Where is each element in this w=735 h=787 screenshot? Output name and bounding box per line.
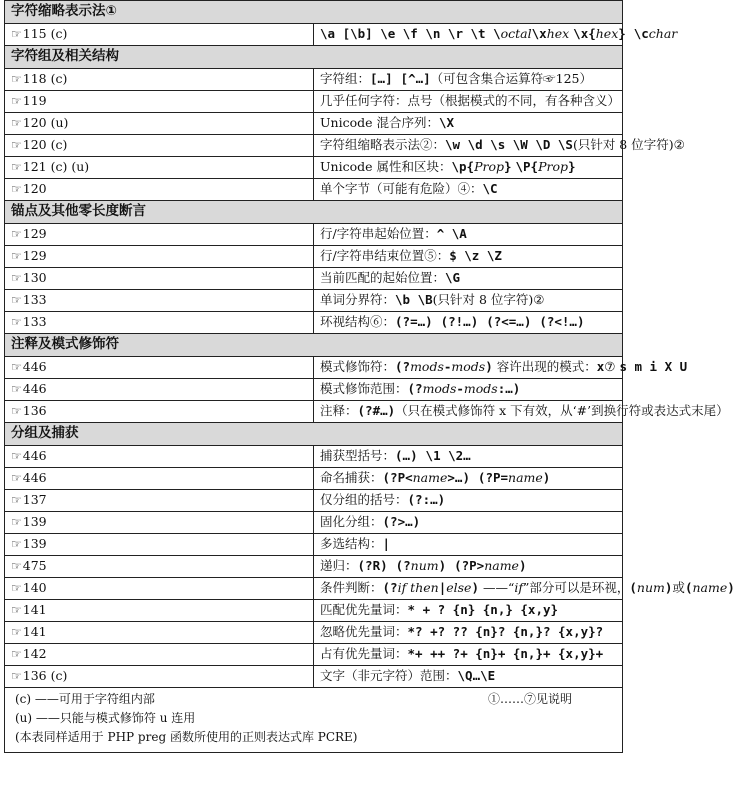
page-ref: 129 <box>22 226 47 242</box>
construct-description: 占有优先量词：*+ ++ ?+ {n}+ {n,}+ {x,y}+ <box>314 644 623 666</box>
pointing-hand-icon: ☞ <box>11 182 22 197</box>
pointing-hand-icon: ☞ <box>11 72 22 87</box>
table-row <box>5 600 623 622</box>
construct-description: 条件判断：(?if then|else) ——“if”部分可以是环视，(num)或(name) <box>314 578 623 600</box>
note-range: ①……⑦见说明 <box>487 692 572 706</box>
table-row <box>5 468 623 490</box>
construct-description: 递归：(?R) (?num) (?P>name) <box>314 556 623 578</box>
construct-description: 几乎任何字符：点号（根据模式的不同，有各种含义） <box>314 91 623 113</box>
page-ref: 446 <box>22 359 47 375</box>
table-row <box>5 135 623 157</box>
table-row <box>5 666 623 688</box>
page-ref-cell <box>5 113 314 135</box>
page-ref: 120 <box>22 181 47 197</box>
construct-description: 注释：(?#…)（只在模式修饰符 x 下有效，从‘#’到换行符或表达式末尾） <box>314 401 623 423</box>
table-row <box>5 512 623 534</box>
construct-description: 模式修饰范围：(?mods-mods:…) <box>314 379 623 401</box>
section-title: 锚点及其他零长度断言 <box>5 201 623 224</box>
page-ref-cell <box>5 157 314 179</box>
pointing-hand-icon: ☞ <box>11 493 22 508</box>
pointing-hand-icon: ☞ <box>11 537 22 552</box>
pointing-hand-icon: ☞ <box>11 138 22 153</box>
section-title: 字符组及相关结构 <box>5 46 623 69</box>
page-ref: 446 <box>22 381 47 397</box>
section-header <box>5 423 623 446</box>
page-ref: 115 (c) <box>22 26 68 42</box>
table-row <box>5 157 623 179</box>
table-row <box>5 246 623 268</box>
page-ref: 141 <box>22 602 47 618</box>
page-ref-cell <box>5 490 314 512</box>
table-row <box>5 312 623 334</box>
pointing-hand-icon: ☞ <box>11 360 22 375</box>
table-row <box>5 268 623 290</box>
construct-description: 行/字符串起始位置：^ \A <box>314 224 623 246</box>
page-ref-cell <box>5 135 314 157</box>
pointing-hand-icon: ☞ <box>11 559 22 574</box>
construct-description: 固化分组：(?>…) <box>314 512 623 534</box>
page-ref-cell <box>5 24 314 46</box>
page-ref-cell <box>5 534 314 556</box>
pointing-hand-icon: ☞ <box>11 160 22 175</box>
section-header <box>5 1 623 24</box>
page-ref: 120 (u) <box>22 115 69 131</box>
page-ref: 136 (c) <box>22 668 68 684</box>
section-title: 字符缩略表示法① <box>5 1 623 24</box>
page-ref-cell <box>5 312 314 334</box>
page-ref: 133 <box>22 314 47 330</box>
table-row <box>5 556 623 578</box>
page-ref-cell <box>5 578 314 600</box>
table-row <box>5 24 623 46</box>
pointing-hand-icon: ☞ <box>11 603 22 618</box>
section-header <box>5 201 623 224</box>
regex-reference-table-container <box>4 0 735 753</box>
page-ref-cell <box>5 666 314 688</box>
note-u: (u) ——只能与模式修饰符 u 连用 <box>15 711 196 726</box>
construct-description: 仅分组的括号：(?:…) <box>314 490 623 512</box>
construct-description: 环视结构⑥：(?=…) (?!…) (?<=…) (?<!…) <box>314 312 623 334</box>
table-row <box>5 113 623 135</box>
construct-description: \a [\b] \e \f \n \r \t \octal\xhex \x{hex} \cchar <box>314 24 623 46</box>
note-c: (c) ——可用于字符组内部 <box>15 692 155 706</box>
construct-description: 单个字节（可能有危险）④：\C <box>314 179 623 201</box>
page-ref-cell <box>5 468 314 490</box>
page-ref-cell <box>5 268 314 290</box>
regex-reference-table <box>4 0 735 688</box>
page-ref: 119 <box>22 93 47 109</box>
construct-description: 命名捕获：(?P<name>…) (?P=name) <box>314 468 623 490</box>
page-ref: 142 <box>22 646 47 662</box>
table-row <box>5 578 623 600</box>
page-ref-cell <box>5 644 314 666</box>
page-ref: 129 <box>22 248 47 264</box>
construct-description: 匹配优先量词：* + ? {n} {n,} {x,y} <box>314 600 623 622</box>
construct-description: 字符组：[…] [^…]（可包含集合运算符☞125） <box>314 69 623 91</box>
construct-description: 忽略优先量词：*? +? ?? {n}? {n,}? {x,y}? <box>314 622 623 644</box>
table-row <box>5 534 623 556</box>
pointing-hand-icon: ☞ <box>11 382 22 397</box>
page-ref-cell <box>5 446 314 468</box>
table-row <box>5 357 623 379</box>
page-ref-cell <box>5 91 314 113</box>
table-row <box>5 379 623 401</box>
table-row <box>5 622 623 644</box>
construct-description: 多选结构：| <box>314 534 623 556</box>
page-ref: 137 <box>22 492 47 508</box>
table-row <box>5 490 623 512</box>
page-ref-cell <box>5 290 314 312</box>
pointing-hand-icon: ☞ <box>11 227 22 242</box>
pointing-hand-icon: ☞ <box>11 471 22 486</box>
section-title: 注释及模式修饰符 <box>5 334 623 357</box>
table-row <box>5 224 623 246</box>
page-ref-cell <box>5 69 314 91</box>
pointing-hand-icon: ☞ <box>11 249 22 264</box>
pointing-hand-icon: ☞ <box>11 625 22 640</box>
construct-description: 文字（非元字符）范围：\Q…\E <box>314 666 623 688</box>
page-ref: 121 (c) (u) <box>22 159 90 175</box>
construct-description: Unicode 属性和区块：\p{Prop} \P{Prop} <box>314 157 623 179</box>
table-row <box>5 91 623 113</box>
page-ref: 446 <box>22 448 47 464</box>
page-ref-cell <box>5 600 314 622</box>
page-ref-cell <box>5 512 314 534</box>
page-ref: 130 <box>22 270 47 286</box>
page-ref: 446 <box>22 470 47 486</box>
page-ref: 475 <box>22 558 47 574</box>
page-ref-cell <box>5 246 314 268</box>
page-ref-cell <box>5 379 314 401</box>
table-row <box>5 401 623 423</box>
pointing-hand-icon: ☞ <box>11 116 22 131</box>
table-row <box>5 290 623 312</box>
pointing-hand-icon: ☞ <box>11 27 22 42</box>
pointing-hand-icon: ☞ <box>11 271 22 286</box>
construct-description: 行/字符串结束位置⑤：$ \z \Z <box>314 246 623 268</box>
page-ref: 139 <box>22 536 47 552</box>
page-ref: 120 (c) <box>22 137 68 153</box>
page-ref-cell <box>5 556 314 578</box>
construct-description: 单词分界符：\b \B(只针对 8 位字符)② <box>314 290 623 312</box>
page-ref: 140 <box>22 580 47 596</box>
pointing-hand-icon: ☞ <box>11 94 22 109</box>
construct-description: 模式修饰符：(?mods-mods) 容许出现的模式：x⑦ s m i X U <box>314 357 623 379</box>
page-ref-cell <box>5 357 314 379</box>
page-ref-cell <box>5 224 314 246</box>
pointing-hand-icon: ☞ <box>11 581 22 596</box>
pointing-hand-icon: ☞ <box>11 293 22 308</box>
pointing-hand-icon: ☞ <box>11 515 22 530</box>
table-row <box>5 69 623 91</box>
note-pcre: (本表同样适用于 PHP preg 函数所使用的正则表达式库 PCRE) <box>15 730 358 745</box>
section-header <box>5 46 623 69</box>
page-ref: 133 <box>22 292 47 308</box>
pointing-hand-icon: ☞ <box>11 669 22 684</box>
page-ref: 136 <box>22 403 47 419</box>
section-header <box>5 334 623 357</box>
construct-description: 字符组缩略表示法②：\w \d \s \W \D \S(只针对 8 位字符)② <box>314 135 623 157</box>
page-ref-cell <box>5 401 314 423</box>
page-ref-cell <box>5 179 314 201</box>
pointing-hand-icon: ☞ <box>11 404 22 419</box>
table-row <box>5 446 623 468</box>
page-ref-cell <box>5 622 314 644</box>
table-row <box>5 179 623 201</box>
section-title: 分组及捕获 <box>5 423 623 446</box>
table-notes <box>4 688 623 753</box>
table-row <box>5 644 623 666</box>
pointing-hand-icon: ☞ <box>11 449 22 464</box>
pointing-hand-icon: ☞ <box>11 647 22 662</box>
construct-description: Unicode 混合序列：\X <box>314 113 623 135</box>
construct-description: 当前匹配的起始位置：\G <box>314 268 623 290</box>
pointing-hand-icon: ☞ <box>11 315 22 330</box>
page-ref: 118 (c) <box>22 71 68 87</box>
construct-description: 捕获型括号：(…) \1 \2… <box>314 446 623 468</box>
page-ref: 141 <box>22 624 47 640</box>
page-ref: 139 <box>22 514 47 530</box>
